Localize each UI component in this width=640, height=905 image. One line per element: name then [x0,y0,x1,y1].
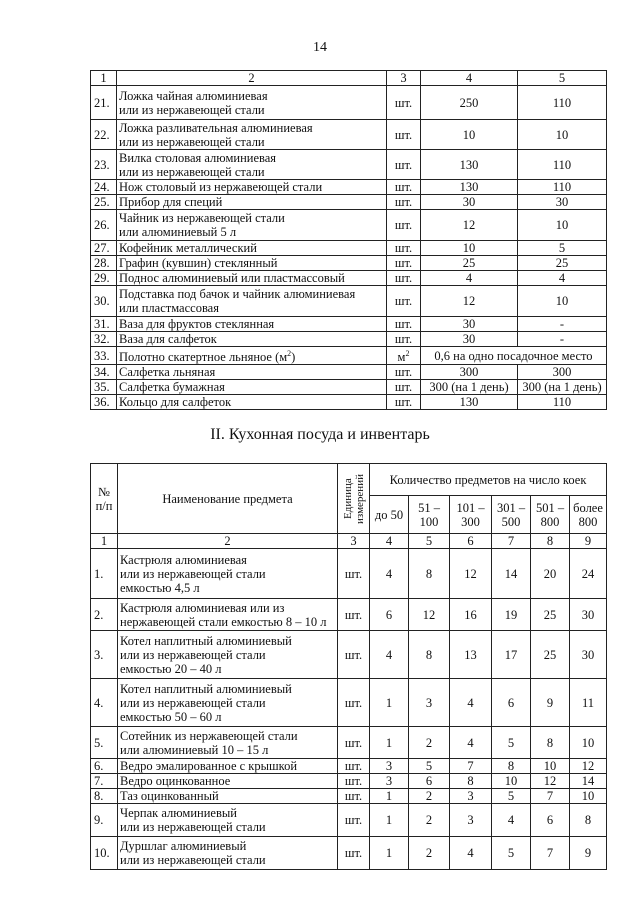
table-row [91,195,607,210]
quantity-cell: 5 [492,789,531,804]
row-number: 36. [91,395,117,410]
item-name: Сотейник из нержавеющей стали или алюминиевый 10 – 15 л [118,727,338,759]
column-number: 6 [450,534,492,549]
unit-cell: шт. [387,365,421,380]
column-number: 2 [117,71,387,86]
quantity-cell: 10 [531,759,570,774]
unit-cell: шт. [338,599,370,631]
table-row [91,120,607,150]
quantity-cell: 2 [409,837,450,870]
quantity-cell: 3 [409,679,450,727]
quantity-cell: 30 [421,332,518,347]
item-name: Графин (кувшин) стеклянный [117,256,387,271]
row-number: 9. [91,804,118,837]
table-row [91,317,607,332]
unit-cell: шт. [387,317,421,332]
item-name: Котел наплитный алюминиевый или из нержавеющей стали емкостью 50 – 60 л [118,679,338,727]
quantity-cell: 10 [518,286,607,317]
table-row [91,759,607,774]
table-row [91,271,607,286]
quantity-cell: 19 [492,599,531,631]
table-row [91,837,607,870]
quantity-cell: 20 [531,549,570,599]
column-header-range: 301 – 500 [492,496,531,534]
quantity-cell: 10 [570,727,607,759]
item-name: Вилка столовая алюминиевая или из нержавеющей стали [117,150,387,180]
table-row [91,599,607,631]
quantity-cell: 12 [421,210,518,241]
unit-cell: шт. [387,150,421,180]
quantity-cell: 1 [370,837,409,870]
unit-cell: шт. [338,837,370,870]
unit-cell: шт. [338,679,370,727]
quantity-cell: 12 [450,549,492,599]
item-name: Котел наплитный алюминиевый или из нержавеющей стали емкостью 20 – 40 л [118,631,338,679]
quantity-cell: 24 [570,549,607,599]
quantity-cell: 30 [421,317,518,332]
row-number: 10. [91,837,118,870]
quantity-cell: 1 [370,804,409,837]
quantity-cell: 130 [421,180,518,195]
item-name: Подставка под бачок и чайник алюминиевая или пластмассовая [117,286,387,317]
quantity-cell: 7 [531,837,570,870]
quantity-cell: 4 [370,549,409,599]
unit-cell: шт. [387,380,421,395]
item-name: Черпак алюминиевый или из нержавеющей стали [118,804,338,837]
column-header-unit-text: Единица измерений [341,473,366,524]
quantity-cell: 3 [370,759,409,774]
unit-cell: шт. [387,120,421,150]
table-header-row [91,71,607,86]
quantity-cell: - [518,317,607,332]
quantity-cell: 300 [421,365,518,380]
table-row [91,679,607,727]
table-row [91,395,607,410]
row-number: 29. [91,271,117,286]
quantity-cell: 11 [570,679,607,727]
unit-cell: шт. [387,332,421,347]
column-header-unit [338,464,370,534]
column-number: 1 [91,71,117,86]
quantity-cell: 4 [421,271,518,286]
row-number: 30. [91,286,117,317]
row-number: 31. [91,317,117,332]
unit-cell: шт. [387,180,421,195]
item-name: Поднос алюминиевый или пластмассовый [117,271,387,286]
unit-cell: шт. [338,789,370,804]
table-row [91,256,607,271]
quantity-cell: 12 [409,599,450,631]
row-number: 3. [91,631,118,679]
item-name: Прибор для специй [117,195,387,210]
row-number: 4. [91,679,118,727]
item-name: Ваза для салфеток [117,332,387,347]
unit-cell: шт. [387,210,421,241]
column-header-range: до 50 [370,496,409,534]
quantity-cell: 10 [570,789,607,804]
row-number: 2. [91,599,118,631]
column-header-number: № п/п [91,464,118,534]
item-name: Кастрюля алюминиевая или из нержавеющей стали емкостью 8 – 10 л [118,599,338,631]
quantity-cell: 130 [421,150,518,180]
quantity-cell: 8 [492,759,531,774]
quantity-cell: 300 (на 1 день) [518,380,607,395]
unit-cell: шт. [338,727,370,759]
item-name: Ложка чайная алюминиевая или из нержавеющей стали [117,86,387,120]
quantity-cell: 30 [518,195,607,210]
quantity-cell: 5 [518,241,607,256]
quantity-cell: 4 [450,679,492,727]
quantity-cell: 4 [450,727,492,759]
column-header-range: 51 – 100 [409,496,450,534]
quantity-cell: 110 [518,395,607,410]
quantity-cell: 9 [531,679,570,727]
row-number: 35. [91,380,117,395]
row-number: 22. [91,120,117,150]
unit-cell: шт. [338,774,370,789]
quantity-cell: 13 [450,631,492,679]
column-number: 7 [492,534,531,549]
quantity-cell: 10 [518,210,607,241]
quantity-cell: 10 [492,774,531,789]
quantity-cell: 14 [570,774,607,789]
column-header-range: 101 – 300 [450,496,492,534]
quantity-cell: 30 [570,599,607,631]
column-number: 4 [370,534,409,549]
quantity-cell: 1 [370,727,409,759]
table-row [91,380,607,395]
merged-quantity-cell: 0,6 на одно посадочное место [421,347,607,365]
row-number: 1. [91,549,118,599]
quantity-cell: 14 [492,549,531,599]
quantity-cell: 8 [409,549,450,599]
quantity-cell: 10 [421,241,518,256]
unit-cell: шт. [387,241,421,256]
quantity-cell: 12 [531,774,570,789]
quantity-cell: 1 [370,789,409,804]
row-number: 25. [91,195,117,210]
row-number: 23. [91,150,117,180]
quantity-cell: 250 [421,86,518,120]
unit-cell: шт. [338,759,370,774]
quantity-cell: 4 [492,804,531,837]
item-name: Салфетка льняная [117,365,387,380]
item-name: Ведро эмалированное с крышкой [118,759,338,774]
table-row [91,789,607,804]
quantity-cell: 4 [450,837,492,870]
quantity-cell: 110 [518,180,607,195]
table-header-row [91,464,607,496]
item-name: Полотно скатертное льняное $(м^2)$ [117,347,387,365]
row-number: 32. [91,332,117,347]
quantity-cell: 5 [409,759,450,774]
table-row [91,286,607,317]
row-number: 24. [91,180,117,195]
column-number: 8 [531,534,570,549]
item-name: Кофейник металлический [117,241,387,256]
table-row [91,332,607,347]
column-header-range: 501 – 800 [531,496,570,534]
quantity-cell: 17 [492,631,531,679]
row-number: 5. [91,727,118,759]
table-row [91,347,607,365]
quantity-cell: 30 [421,195,518,210]
quantity-cell: 10 [518,120,607,150]
quantity-cell: 5 [492,837,531,870]
column-number: 5 [518,71,607,86]
quantity-cell: 110 [518,150,607,180]
quantity-cell: 8 [409,631,450,679]
quantity-cell: 10 [421,120,518,150]
table-row [91,210,607,241]
quantity-cell: 2 [409,727,450,759]
table-kitchen-items [90,463,607,870]
item-name: Ведро оцинкованное [118,774,338,789]
column-number: 4 [421,71,518,86]
quantity-cell: 8 [450,774,492,789]
item-name: Таз оцинкованный [118,789,338,804]
quantity-cell: 6 [492,679,531,727]
row-number: 21. [91,86,117,120]
quantity-cell: 12 [421,286,518,317]
item-name: Салфетка бумажная [117,380,387,395]
quantity-cell: 1 [370,679,409,727]
table-row [91,549,607,599]
row-number: 33. [91,347,117,365]
unit-cell: $м^2$ [387,347,421,365]
row-number: 27. [91,241,117,256]
row-number: 8. [91,789,118,804]
table-dining-items [90,70,607,410]
quantity-cell: 4 [518,271,607,286]
column-number: 3 [387,71,421,86]
quantity-cell: 30 [570,631,607,679]
unit-cell: шт. [387,395,421,410]
table-row [91,631,607,679]
unit-cell: шт. [387,256,421,271]
quantity-cell: 110 [518,86,607,120]
quantity-cell: 8 [570,804,607,837]
unit-cell: шт. [338,804,370,837]
quantity-cell: 25 [421,256,518,271]
row-number: 7. [91,774,118,789]
column-header-name: Наименование предмета [118,464,338,534]
quantity-cell: 7 [450,759,492,774]
quantity-cell: 7 [531,789,570,804]
table-row [91,86,607,120]
table-row [91,804,607,837]
quantity-cell: 25 [531,631,570,679]
table-header-row [91,534,607,549]
row-number: 34. [91,365,117,380]
superscript: 2 [287,349,292,358]
unit-cell: шт. [338,631,370,679]
column-number: 5 [409,534,450,549]
quantity-cell: 130 [421,395,518,410]
item-name: Дуршлаг алюминиевый или из нержавеющей стали [118,837,338,870]
item-name: Кастрюля алюминиевая или из нержавеющей стали емкостью 4,5 л [118,549,338,599]
row-number: 6. [91,759,118,774]
quantity-cell: 5 [492,727,531,759]
item-name: Ваза для фруктов стеклянная [117,317,387,332]
quantity-cell: 25 [518,256,607,271]
quantity-cell: 8 [531,727,570,759]
quantity-cell: 6 [531,804,570,837]
table-row [91,727,607,759]
column-number: 1 [91,534,118,549]
table-row [91,180,607,195]
item-name: Ложка разливательная алюминиевая или из нержавеющей стали [117,120,387,150]
column-number: 9 [570,534,607,549]
column-header-quantity: Количество предметов на число коек [370,464,607,496]
quantity-cell: 25 [531,599,570,631]
quantity-cell: 300 [518,365,607,380]
superscript: 2 [405,349,410,358]
quantity-cell: 12 [570,759,607,774]
quantity-cell: 300 (на 1 день) [421,380,518,395]
table-row [91,365,607,380]
row-number: 28. [91,256,117,271]
item-name: Кольцо для салфеток [117,395,387,410]
section-title: II. Кухонная посуда и инвентарь [210,426,430,443]
unit-cell: шт. [338,549,370,599]
quantity-cell: 3 [450,789,492,804]
quantity-cell: 2 [409,789,450,804]
quantity-cell: 16 [450,599,492,631]
quantity-cell: 9 [570,837,607,870]
quantity-cell: 2 [409,804,450,837]
quantity-cell: - [518,332,607,347]
page-number: 14 [313,40,327,55]
column-number: 2 [118,534,338,549]
unit-cell: шт. [387,86,421,120]
column-header-range: более 800 [570,496,607,534]
quantity-cell: 4 [370,631,409,679]
quantity-cell: 6 [370,599,409,631]
quantity-cell: 3 [450,804,492,837]
unit-cell: шт. [387,195,421,210]
quantity-cell: 6 [409,774,450,789]
column-number: 3 [338,534,370,549]
table-row [91,150,607,180]
item-name: Чайник из нержавеющей стали или алюминиевый 5 л [117,210,387,241]
unit-cell: шт. [387,271,421,286]
table-row [91,774,607,789]
quantity-cell: 3 [370,774,409,789]
table-row [91,241,607,256]
item-name: Нож столовый из нержавеющей стали [117,180,387,195]
row-number: 26. [91,210,117,241]
unit-cell: шт. [387,286,421,317]
